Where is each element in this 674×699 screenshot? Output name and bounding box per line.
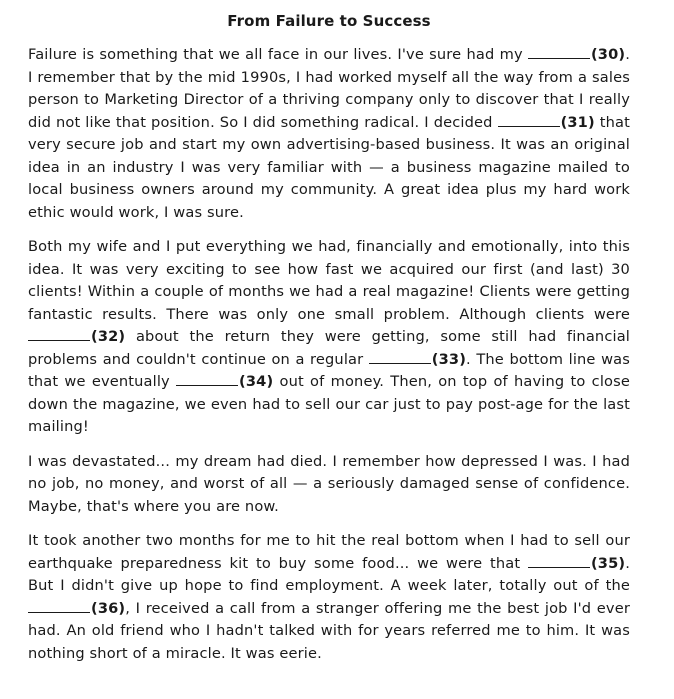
blank-underline [176,373,238,386]
paragraph-text: about the return they were getting, some still had financial problems and couldn't continue on a regular [28,328,630,368]
blank-number: (31) [560,113,595,131]
fill-in-blank [369,351,466,368]
blank-number: (35) [590,554,626,572]
paragraph [28,44,630,224]
blank-underline [369,351,431,364]
blank-number: (36) [91,599,126,617]
blank-underline [498,114,560,127]
paragraph-text: , I received a call from a stranger offering me the best job I'd ever had. An old friend who I hadn't talked with for years referred me to him. It was nothing short of a miracle. It was eerie. [28,599,630,662]
fill-in-blank [498,114,595,131]
paragraph [28,236,630,439]
fill-in-blank [176,373,273,390]
paragraph-text: out of money. Then, on top of having to close down the magazine, we even had to sell our car just to pay post-age for the last mailing! [28,373,630,435]
paragraph [28,530,630,665]
blank-number: (32) [91,328,126,345]
blank-number: (34) [239,373,274,390]
fill-in-blank [28,600,125,617]
blank-underline [528,555,590,568]
paragraph-text: I was devastated... my dream had died. I remember how depressed I was. I had no job, no money, and worst of all — a seriously damaged sense of confidence. Maybe, that's where you are now. [28,452,630,515]
paragraph-text: that very secure job and start my own advertising-based business. It was an original idea in an industry I was very familiar with — a business magazine mailed to local business owners around my community. A great idea plus my hard work ethic would work, I was sure. [28,113,631,221]
paragraph-text: Both my wife and I put everything we had, financially and emotionally, into this idea. It was very exciting to see how fast we acquired our first (and last) 30 clients! Within a couple of months we had a real magazine! Clients were getting fantastic results. There was only one small problem. Although clients were [28,238,630,323]
fill-in-blank [28,328,125,345]
paragraph-text: . But I didn't give up hope to find employment. A week later, totally out of the [28,554,630,594]
blank-number: (33) [431,350,467,368]
blank-number: (30) [590,46,626,63]
paragraph-text: . The bottom line was that we eventually [28,350,631,390]
blank-underline [28,328,90,341]
blank-underline [28,600,90,613]
document-body [28,44,630,665]
paragraph-text: It took another two months for me to hit the real bottom when I had to sell our earthquake preparedness kit to buy some food... we were that [28,532,630,572]
document-title: From Failure to Success [227,12,431,30]
paragraph-text: Failure is something that we all face in our lives. I've sure had my [28,46,528,63]
fill-in-blank [528,46,625,63]
paragraph-text: . I remember that by the mid 1990s, I had worked myself all the way from a sales person to Marketing Director of a thriving company only to discover that I really did not like that position. So I did something radical. I decided [28,46,630,131]
paragraph [28,451,630,519]
blank-underline [528,46,590,59]
fill-in-blank [528,555,625,572]
